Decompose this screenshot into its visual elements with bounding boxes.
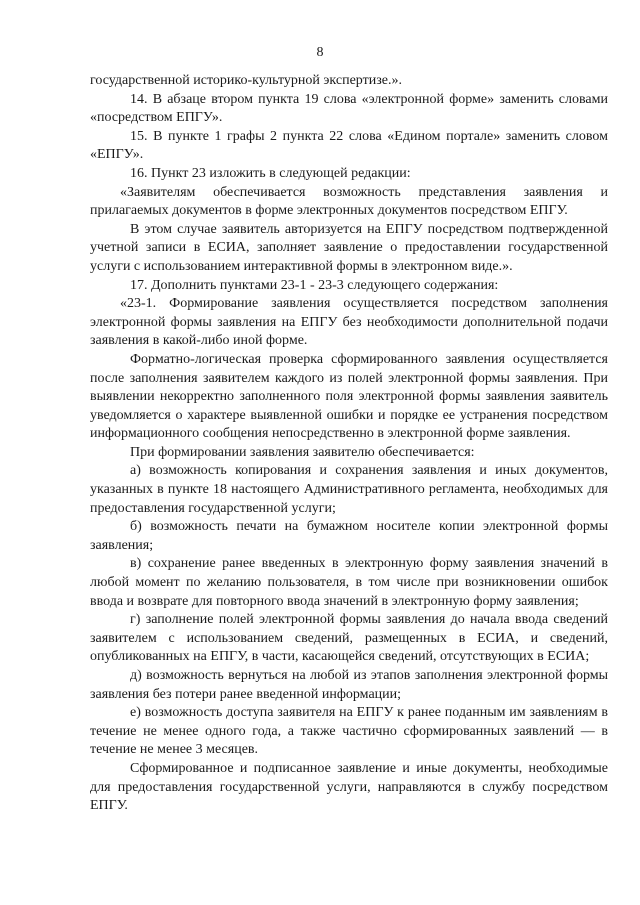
- paragraph-continuation: государственной историко-культурной экспертизе.».: [90, 73, 402, 88]
- list-item-b: б) возможность печати на бумажном носителе копии электронной формы заявления;: [90, 519, 608, 553]
- list-item-d: д) возможность вернуться на любой из этапов заполнения электронной формы заявления без потери ранее введенной информации;: [90, 668, 608, 702]
- paragraph: В этом случае заявитель авторизуется на ЕПГУ посредством подтвержденной учетной записи в ЕСИА, заполняет заявление о предоставлении государственной услуги с использованием интерактивной формы в электронном виде.».: [90, 221, 608, 274]
- paragraph-item-23-1: «23-1. Формирование заявления осуществляется посредством заполнения электронной формы заявления на ЕПГУ без необходимости дополнительной подачи заявления в какой-либо иной форме.: [90, 296, 608, 349]
- paragraph: При формировании заявления заявителю обеспечивается:: [130, 444, 475, 460]
- paragraph-item-17: 17. Дополнить пунктами 23-1 - 23-3 следующего содержания:: [130, 277, 499, 293]
- paragraph-item-16: 16. Пункт 23 изложить в следующей редакции:: [130, 165, 411, 181]
- list-item-a: а) возможность копирования и сохранения заявления и иных документов, указанных в пункте 18 настоящего Административного регламента, необходимых для предоставления государственной услуги;: [90, 463, 608, 516]
- paragraph-quote-start: «Заявителям обеспечивается возможность представления заявления и прилагаемых документов в форме электронных документов посредством ЕПГУ.: [90, 184, 608, 219]
- paragraph-item-15: 15. В пункте 1 графы 2 пункта 22 слова «Едином портале» заменить словом «ЕПГУ».: [90, 128, 608, 163]
- list-item-g: г) заполнение полей электронной формы заявления до начала ввода сведений заявителем с использованием сведений, размещенных в ЕСИА, и сведений, опубликованных на ЕПГУ, в части, касающейся сведений, отсутствующих в ЕСИА;: [90, 612, 608, 665]
- paragraph: Форматно-логическая проверка сформированного заявления осуществляется после заполнения заявителем каждого из полей электронной формы заявления. При выявлении некорректно заполненного поля электронной формы заявления заявитель уведомляется о характере выявленной ошибки и порядке ее устранения посредством информационного сообщения непосредственно в электронной форме заявления.: [90, 351, 608, 442]
- paragraph: Сформированное и подписанное заявление и иные документы, необходимые для предоставления государственной услуги, направляются в службу посредством ЕПГУ.: [90, 760, 608, 814]
- list-item-e: е) возможность доступа заявителя на ЕПГУ к ранее поданным им заявлениям в течение не менее одного года, а также частично сформированных заявлений — в течение не менее 3 месяцев.: [90, 705, 608, 758]
- page-number: 8: [316, 45, 324, 60]
- list-item-v: в) сохранение ранее введенных в электронную форму заявления значений в любой момент по желанию пользователя, в том числе при возникновении ошибок ввода и возврате для повторного ввода значений в электронную форму заявления;: [90, 556, 608, 609]
- document-body: [90, 72, 608, 816]
- paragraph-item-14: 14. В абзаце втором пункта 19 слова «электронной форме» заменить словами «посредством ЕПГУ».: [90, 91, 608, 126]
